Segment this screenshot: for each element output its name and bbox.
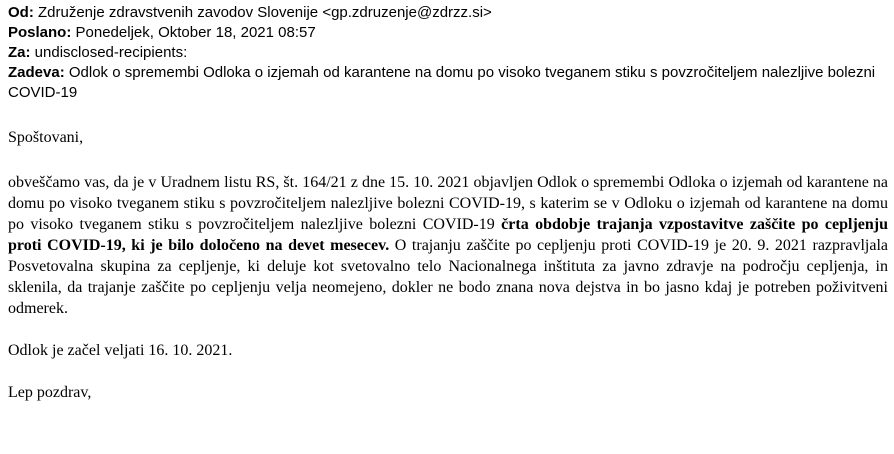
sent-row: [8, 23, 888, 43]
sent-label: Poslano:: [8, 24, 72, 41]
paragraph-text-2: O trajanju zaščite po cepljenju proti COVID-19 je 20. 9. 2021 razpravljala Posvetovalna skupina za cepljenje, ki deluje kot svetovalno telo Nacionalnega inštituta za javno zdravje na področju cepljenja, in sklenila, da trajanje zaščite po cepljenju velja neomejeno, dokler ne bodo znana nova dejstva in bo jasno kdaj je potreben poživitveni odmerek.: [8, 237, 889, 317]
subject-row: [8, 63, 888, 103]
email-header: [8, 3, 888, 103]
closing-text: Lep pozdrav,: [8, 384, 92, 401]
to-row: [8, 43, 888, 63]
from-value: Združenje zdravstvenih zavodov Slovenije <gp.zdruzenje@zdrzz.si>: [38, 4, 492, 21]
effective-date-text: Odlok je začel veljati 16. 10. 2021.: [8, 342, 233, 359]
paragraph-text-1: obveščamo vas, da je v Uradnem listu RS, št. 164/21 z dne 15. 10. 2021 objavljen Odlok o spremembi Odloka o izjemah od karantene na domu po visoko tveganem stiku s povzročiteljem nalezljive bolezni COVID-19, s katerim se v Odloku o izjemah od karantene na domu po visoko tveganem stiku s povzročiteljem nalezljive bolezni COVID-19: [8, 174, 888, 233]
from-label: Od:: [8, 4, 34, 21]
paragraph-bold-text: črta obdobje trajanja vzpostavitve zaščite po cepljenju proti COVID-19, ki je bilo določeno na devet mesecev.: [8, 216, 889, 254]
to-label: Za:: [8, 44, 31, 61]
subject-value: Odlok o spremembi Odloka o izjemah od karantene na domu po visoko tveganem stiku s povzročiteljem nalezljive bolezni COVID-19: [8, 64, 876, 101]
email-body: [8, 127, 888, 403]
from-row: [8, 3, 888, 23]
greeting: Spoštovani,: [8, 129, 84, 146]
subject-label: Zadeva:: [8, 64, 65, 81]
sent-value: Ponedeljek, Oktober 18, 2021 08:57: [75, 24, 316, 41]
main-paragraph: [8, 172, 888, 319]
to-value: undisclosed-recipients:: [34, 44, 188, 61]
email-message: [8, 3, 888, 403]
